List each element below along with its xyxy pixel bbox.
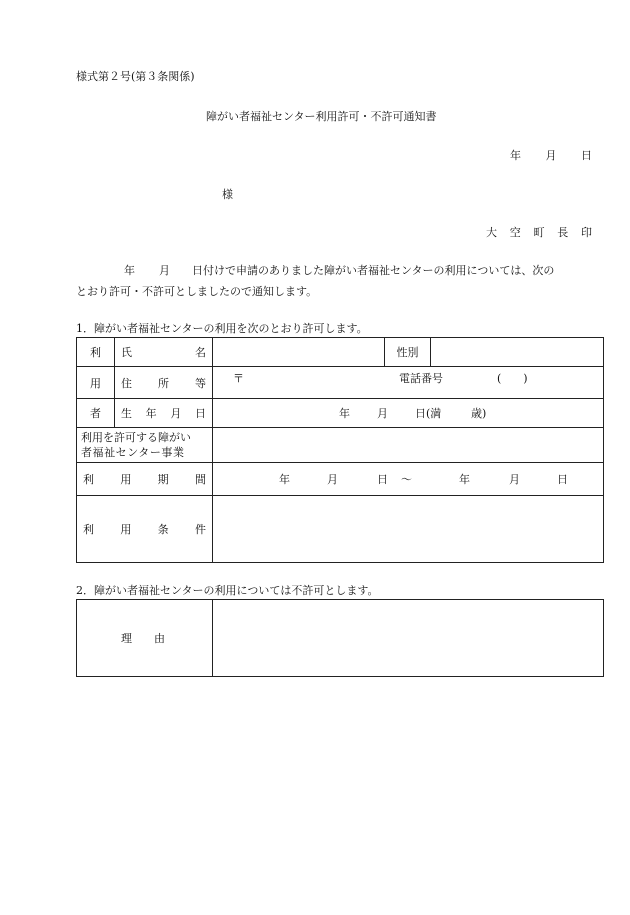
gender-label: 性別: [385, 338, 431, 367]
date-month: 月: [545, 149, 557, 162]
user-group-char: 用: [77, 367, 115, 399]
period-tilde: ～: [401, 473, 412, 486]
name-label: 氏 名: [115, 338, 213, 367]
phone-label: 電話番号: [399, 372, 443, 385]
user-group-char: 利: [77, 338, 115, 367]
intro-year: 年: [124, 264, 135, 277]
phone-paren: ( ): [497, 372, 528, 385]
facility-value[interactable]: [213, 428, 604, 463]
section2-heading: 2．障がい者福祉センターの利用については不許可とします。: [76, 584, 379, 597]
name-value[interactable]: [213, 338, 385, 367]
dob-label: 生 年 月 日: [115, 399, 213, 428]
intro-month: 月: [159, 264, 170, 277]
period-start-year: 年: [279, 473, 290, 486]
postal-mark: 〒: [233, 372, 244, 385]
denial-table: [76, 599, 604, 677]
issuer: [486, 224, 592, 240]
date-year: 年: [510, 149, 521, 162]
seal-mark: 印: [581, 226, 592, 239]
intro-line-2: とおり許可・不許可としましたので通知します。: [76, 285, 318, 298]
name-row: [77, 338, 604, 367]
dob-value[interactable]: [213, 399, 604, 428]
permit-table: [76, 337, 604, 563]
reason-value[interactable]: [213, 600, 604, 677]
period-value[interactable]: [213, 463, 604, 496]
intro-paragraph: [76, 260, 596, 302]
facility-label: 利用を許可する障がい 者福祉センター事業: [77, 428, 213, 463]
period-label: 利 用 期 間: [77, 463, 213, 496]
period-end-day: 日: [557, 473, 568, 486]
issuer-char: 町: [533, 226, 545, 239]
issuer-char: 空: [509, 226, 521, 239]
address-label: 住 所 等: [115, 367, 213, 399]
reason-row: [77, 600, 604, 677]
dob-month: 月: [377, 407, 388, 420]
facility-row: [77, 428, 604, 463]
period-row: [77, 463, 604, 496]
form-number: 様式第２号(第３条関係): [76, 70, 195, 83]
issuer-char: 長: [557, 226, 569, 239]
gender-value[interactable]: [431, 338, 604, 367]
date-day: 日: [581, 149, 592, 162]
user-group-char: 者: [77, 399, 115, 428]
period-end-year: 年: [459, 473, 470, 486]
issuer-char: 大: [486, 226, 497, 239]
reason-label: 理 由: [77, 600, 213, 677]
conditions-label: 利 用 条 件: [77, 496, 213, 563]
dob-row: [77, 399, 604, 428]
addressee-suffix: 様: [222, 188, 233, 201]
dob-age-unit: 歳): [471, 407, 487, 420]
issue-date: [510, 147, 592, 163]
address-value[interactable]: [213, 367, 604, 399]
section1-heading: 1．障がい者福祉センターの利用を次のとおり許可します。: [76, 322, 368, 335]
address-row: [77, 367, 604, 399]
period-start-day: 日: [377, 473, 388, 486]
dob-day-age: 日(満: [415, 407, 442, 420]
intro-line-1: [76, 260, 596, 281]
period-end-month: 月: [509, 473, 520, 486]
conditions-row: [77, 496, 604, 563]
period-start-month: 月: [327, 473, 338, 486]
intro-day: 日付けで申請のありました障がい者福祉センターの利用については、次の: [192, 264, 555, 277]
conditions-value[interactable]: [213, 496, 604, 563]
document-title: 障がい者福祉センター利用許可・不許可通知書: [206, 110, 437, 123]
dob-year: 年: [339, 407, 350, 420]
